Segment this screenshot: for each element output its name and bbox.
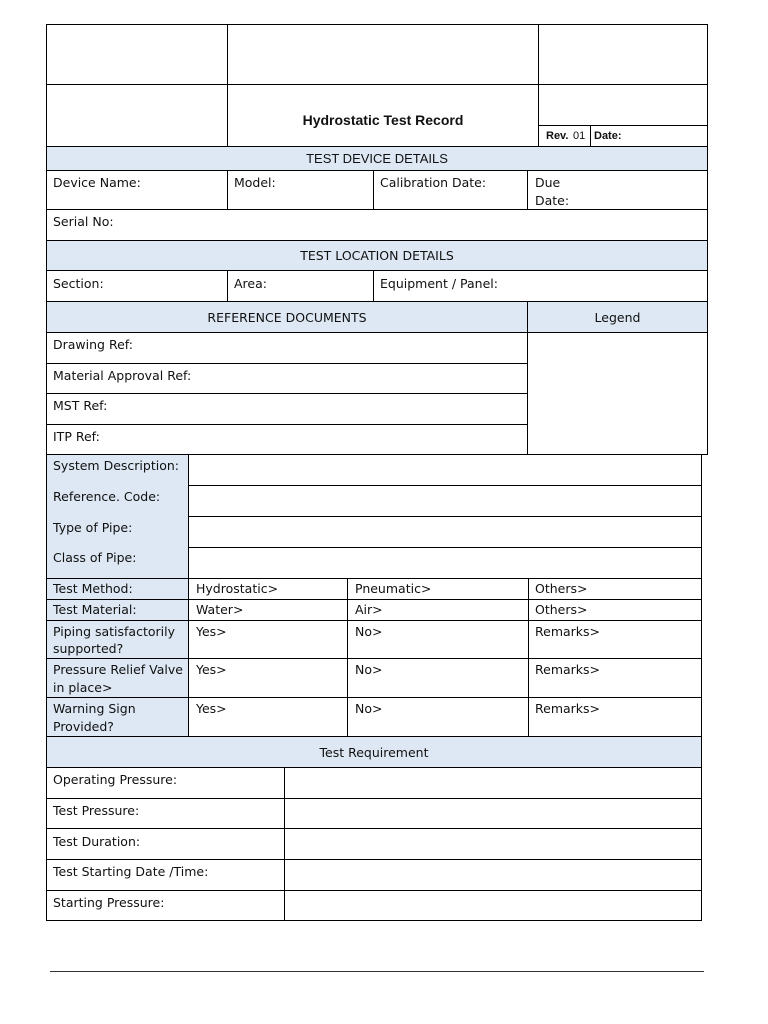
- method-others-option[interactable]: Others>: [528, 578, 702, 600]
- material-others-option[interactable]: Others>: [528, 599, 702, 621]
- rev-value: 01: [573, 130, 586, 142]
- warning-sign-yes[interactable]: Yes>: [188, 697, 348, 737]
- system-description-field[interactable]: [188, 454, 702, 486]
- section-field[interactable]: Section:: [46, 270, 228, 302]
- test-duration-field[interactable]: [284, 828, 702, 860]
- due-date-field[interactable]: Due Date:: [527, 170, 708, 210]
- reference-code-label: Reference. Code:: [53, 489, 161, 504]
- legend-heading: Legend: [527, 301, 708, 333]
- water-option[interactable]: Water>: [188, 599, 348, 621]
- test-pressure-field[interactable]: [284, 798, 702, 829]
- warning-sign-remarks[interactable]: Remarks>: [528, 697, 702, 737]
- device-name-field[interactable]: Device Name:: [46, 170, 228, 210]
- relief-valve-yes[interactable]: Yes>: [188, 658, 348, 698]
- piping-supported-label-cell: Piping satisfactorily supported?: [46, 620, 189, 659]
- date-label: Date:: [594, 130, 622, 142]
- piping-supported-no[interactable]: No>: [347, 620, 529, 659]
- itp-ref-field[interactable]: ITP Ref:: [46, 424, 528, 455]
- logo-box: [46, 24, 228, 85]
- piping-supported-remarks[interactable]: Remarks>: [528, 620, 702, 659]
- test-starting-datetime-label-cell: Test Starting Date /Time:: [46, 859, 285, 891]
- equipment-panel-field[interactable]: Equipment / Panel:: [373, 270, 708, 302]
- test-location-heading: TEST LOCATION DETAILS: [46, 240, 708, 271]
- relief-valve-no[interactable]: No>: [347, 658, 529, 698]
- class-of-pipe-field[interactable]: [188, 547, 702, 579]
- test-device-heading: TEST DEVICE DETAILS: [46, 146, 708, 171]
- relief-valve-remarks[interactable]: Remarks>: [528, 658, 702, 698]
- operating-pressure-label-cell: Operating Pressure:: [46, 767, 285, 799]
- warning-sign-no[interactable]: No>: [347, 697, 529, 737]
- type-of-pipe-label: Type of Pipe:: [53, 520, 133, 535]
- date-box: [590, 125, 708, 147]
- header-bottom-left: [46, 84, 228, 147]
- document-title-box: [227, 84, 539, 147]
- relief-valve-label-cell: Pressure Relief Valve in place>: [46, 658, 189, 698]
- mst-ref-field[interactable]: MST Ref:: [46, 393, 528, 425]
- type-of-pipe-field[interactable]: [188, 516, 702, 548]
- starting-pressure-label-cell: Starting Pressure:: [46, 890, 285, 921]
- air-option[interactable]: Air>: [347, 599, 529, 621]
- footer-divider: [50, 971, 704, 972]
- warning-sign-label-cell: Warning Sign Provided?: [46, 697, 189, 737]
- piping-supported-yes[interactable]: Yes>: [188, 620, 348, 659]
- test-starting-datetime-field[interactable]: [284, 859, 702, 891]
- system-description-label: System Description:: [53, 458, 179, 473]
- header-top-right: [538, 24, 708, 85]
- rev-box: [538, 125, 591, 147]
- model-field[interactable]: Model:: [227, 170, 374, 210]
- document-title: Hydrostatic Test Record: [302, 111, 464, 128]
- test-duration-label-cell: Test Duration:: [46, 828, 285, 860]
- rev-label: Rev.: [546, 130, 569, 142]
- reference-documents-heading: REFERENCE DOCUMENTS: [46, 301, 528, 333]
- serial-no-field[interactable]: Serial No:: [46, 209, 708, 241]
- test-requirement-heading: Test Requirement: [46, 736, 702, 768]
- header-top-center: [227, 24, 539, 85]
- class-of-pipe-label: Class of Pipe:: [53, 550, 137, 565]
- reference-code-field[interactable]: [188, 485, 702, 517]
- test-pressure-label-cell: Test Pressure:: [46, 798, 285, 829]
- test-material-label-cell: Test Material:: [46, 599, 189, 621]
- hydrostatic-option[interactable]: Hydrostatic>: [188, 578, 348, 600]
- starting-pressure-field[interactable]: [284, 890, 702, 921]
- test-method-label-cell: Test Method:: [46, 578, 189, 600]
- drawing-ref-field[interactable]: Drawing Ref:: [46, 332, 528, 364]
- header-bottom-right: [538, 84, 708, 126]
- area-field[interactable]: Area:: [227, 270, 374, 302]
- pneumatic-option[interactable]: Pneumatic>: [347, 578, 529, 600]
- calibration-date-field[interactable]: Calibration Date:: [373, 170, 528, 210]
- operating-pressure-field[interactable]: [284, 767, 702, 799]
- material-approval-ref-field[interactable]: Material Approval Ref:: [46, 363, 528, 394]
- legend-area[interactable]: [527, 332, 708, 455]
